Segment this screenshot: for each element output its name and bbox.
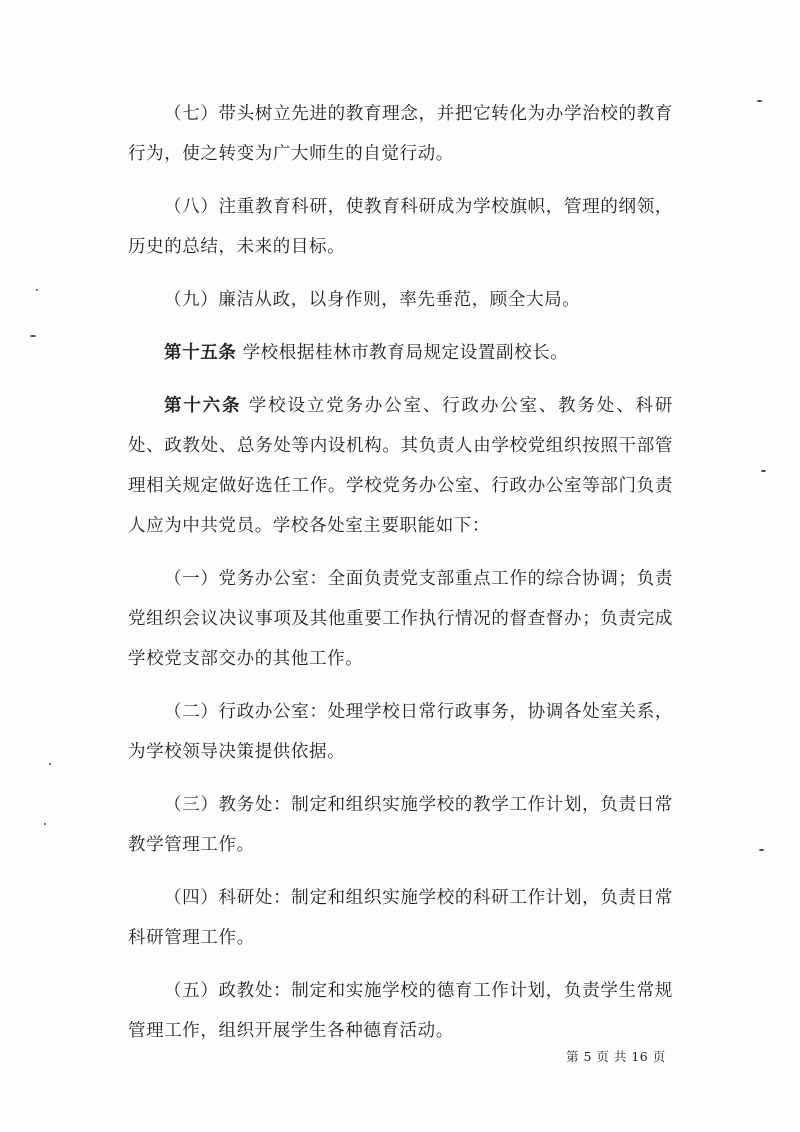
page-number: 第 5 页 共 16 页 xyxy=(566,1049,666,1064)
duty-admin-office xyxy=(128,692,673,772)
scan-speck xyxy=(757,100,762,102)
scan-speck xyxy=(759,849,764,851)
paragraph-text: （四）科研处：制定和组织实施学校的科研工作计划，负责日常科研管理工作。 xyxy=(128,888,673,948)
scan-speck xyxy=(49,763,51,765)
paragraph-7 xyxy=(128,94,673,174)
paragraph-text: （五）政教处：制定和实施学校的德育工作计划，负责学生常规管理工作，组织开展学生各种德育活动。 xyxy=(128,981,673,1041)
duty-moral-education xyxy=(128,971,673,1051)
paragraph-text: （二）行政办公室：处理学校日常行政事务，协调各处室关系，为学校领导决策提供依据。 xyxy=(128,702,673,762)
scan-speck xyxy=(761,470,766,472)
scan-speck xyxy=(36,289,38,291)
scan-speck xyxy=(30,335,36,337)
scan-speck xyxy=(44,823,46,825)
document-body xyxy=(128,94,673,1064)
paragraph-text: （三）教务处：制定和组织实施学校的教学工作计划，负责日常教学管理工作。 xyxy=(128,795,673,855)
paragraph-text: （七）带头树立先进的教育理念，并把它转化为办学治校的教育行为，使之转变为广大师生的自觉行动。 xyxy=(128,104,673,164)
article-15 xyxy=(128,333,673,373)
paragraph-text: （八）注重教育科研，使教育科研成为学校旗帜，管理的纲领，历史的总结，未来的目标。 xyxy=(128,197,673,257)
duty-academic-affairs xyxy=(128,785,673,865)
duty-research-office xyxy=(128,878,673,958)
article-heading: 第十六条 xyxy=(164,396,242,416)
paragraph-text: （九）廉洁从政，以身作则，率先垂范，顾全大局。 xyxy=(164,290,581,310)
paragraph-text: 学校设立党务办公室、行政办公室、教务处、科研处、政教处、总务处等内设机构。其负责人由学校党组织按照干部管理相关规定做好选任工作。学校党务办公室、行政办公室等部门负责人应为中共党员。学校各处室主要职能如下： xyxy=(128,396,673,536)
paragraph-8 xyxy=(128,187,673,267)
paragraph-9 xyxy=(128,280,673,320)
paragraph-text: 学校根据桂林市教育局规定设置副校长。 xyxy=(236,343,569,363)
duty-party-office xyxy=(128,559,673,679)
article-heading: 第十五条 xyxy=(164,343,237,363)
paragraph-text: （一）党务办公室：全面负责党支部重点工作的综合协调；负责党组织会议决议事项及其他重要工作执行情况的督查督办；负责完成学校党支部交办的其他工作。 xyxy=(128,569,673,669)
article-16 xyxy=(128,386,673,546)
